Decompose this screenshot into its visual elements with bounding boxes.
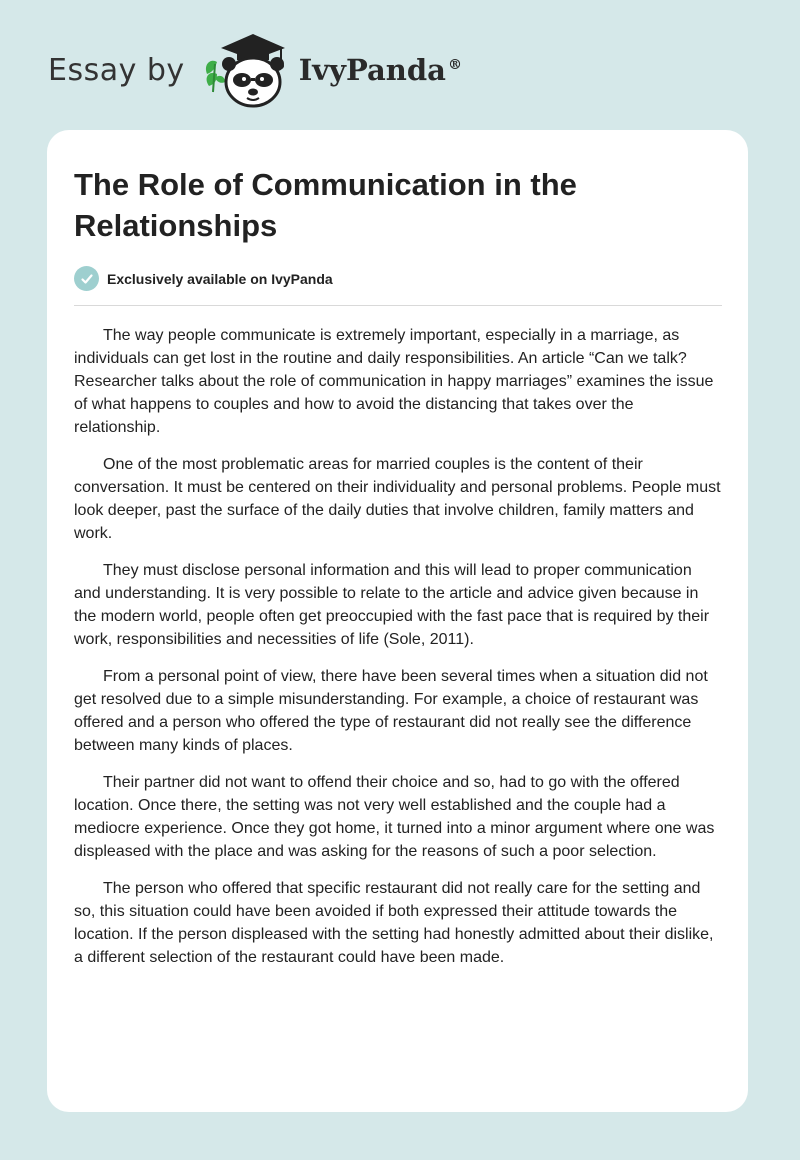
brand-text: IvyPanda xyxy=(298,53,446,87)
leaf-icon xyxy=(206,61,225,92)
essay-body xyxy=(74,324,722,969)
paragraph: The person who offered that specific restaurant did not really care for the setting and so, this situation could have been avoided if both expressed their attitude towards the location. If the person displeased with the setting had honestly admitted about their dislike, a different selection of the restaurant could have been made. xyxy=(74,880,714,966)
paragraph: They must disclose personal information and this will lead to proper communication and understanding. It is very possible to relate to the article and advice given because in the modern world, people often get preoccupied with the fast pace that is required by their work, responsibilities and necessities of life (Sole, 2011). xyxy=(74,562,710,648)
essay-title: The Role of Communication in the Relationships xyxy=(74,167,577,243)
paragraph: The way people communicate is extremely important, especially in a marriage, as individuals can get lost in the routine and daily responsibilities. An article “Can we talk? Researcher talks about the role of communication in happy marriages” examines the issue of what happens to couples and how to avoid the distancing that takes over the relationship. xyxy=(74,327,714,436)
registered-mark: ® xyxy=(447,57,462,74)
paragraph: From a personal point of view, there have been several times when a situation did not get resolved due to a simple misunderstanding. For example, a choice of restaurant was offered and a person who offered the type of restaurant did not really see the difference between many kinds of places. xyxy=(74,668,708,754)
exclusive-badge-label: Exclusively available on IvyPanda xyxy=(107,270,333,287)
essay-card xyxy=(47,130,748,1112)
exclusive-badge xyxy=(74,266,722,306)
check-icon xyxy=(74,266,99,291)
site-header xyxy=(48,30,462,110)
essay-by-label: Essay by xyxy=(48,52,185,88)
paragraph: Their partner did not want to offend their choice and so, had to go with the offered location. Once there, the setting was not very well established and the couple had a mediocre experience. Once they got home, it turned into a minor argument where one was displeased with the place and was asking for the reasons of such a poor selection. xyxy=(74,774,715,860)
panda-graduate-icon[interactable] xyxy=(201,30,293,110)
brand-name[interactable] xyxy=(299,53,462,87)
paragraph: One of the most problematic areas for married couples is the content of their conversation. It must be centered on their individuality and personal problems. People must look deeper, past the surface of the daily duties that involve children, family matters and work. xyxy=(74,456,721,542)
